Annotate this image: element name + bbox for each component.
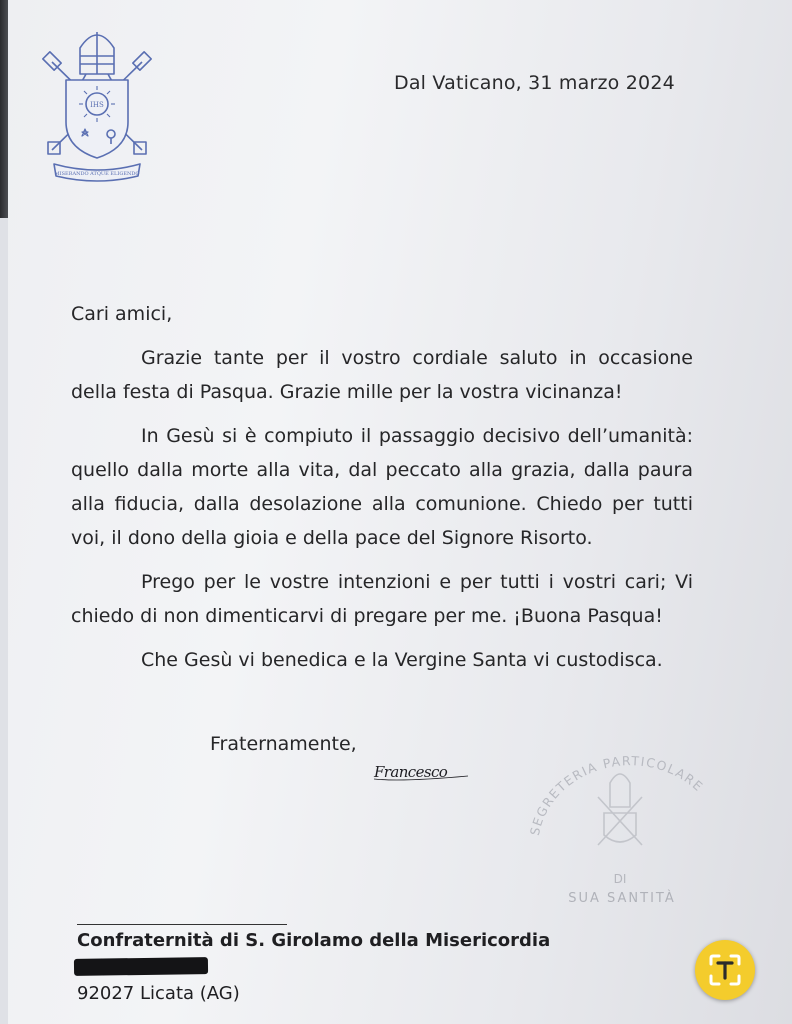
seal-arc-text: SEGRETERIA PARTICOLARE [526, 755, 707, 837]
letter-date: Dal Vaticano, 31 marzo 2024 [394, 72, 675, 94]
salutation: Cari amici, [71, 303, 173, 325]
redacted-line [74, 957, 208, 976]
seal-di: DI [613, 872, 627, 886]
paragraph-1: Grazie tante per il vostro cordiale saluto in occasione della festa di Pasqua. Grazie mille per la vostra vicinanza! [71, 347, 693, 403]
paragraph-2: In Gesù si è compiuto il passaggio decisivo dell’umanità: quello dalla morte alla vita, dal peccato alla grazia, dalla paura alla fiducia, dalla desolazione alla comunione. Chiedo per tutti voi, il dono della gioia e della pace del Signore Risorto. [71, 425, 693, 549]
svg-text:IHS: IHS [90, 101, 104, 109]
paragraph-4: Che Gesù vi benedica e la Vergine Santa vi custodisca. [141, 649, 663, 671]
paragraph-3: Prego per le vostre intenzioni e per tutti i vostri cari; Vi chiedo di non dimenticarvi di pregare per me. ¡Buona Pasqua! [71, 571, 693, 627]
crest-motto: MISERANDO ATQUE ELIGENDO [54, 171, 140, 177]
recipient-name: Confraternità di S. Girolamo della Misericordia [77, 930, 551, 951]
letter-body [71, 297, 693, 687]
text-lens-button[interactable] [695, 940, 755, 1000]
handwritten-signature [372, 758, 484, 784]
seal-bottom-text: SUA SANTITÀ [568, 891, 676, 906]
recipient-city: 92027 Licata (AG) [77, 983, 240, 1004]
text-lens-icon [695, 940, 755, 1000]
closing-line: Fraternamente, [210, 733, 357, 755]
address-divider [77, 924, 287, 925]
embossed-seal-icon [510, 755, 740, 920]
svg-text:Francesco: Francesco [374, 763, 448, 781]
papal-coat-of-arms-icon [38, 26, 156, 186]
